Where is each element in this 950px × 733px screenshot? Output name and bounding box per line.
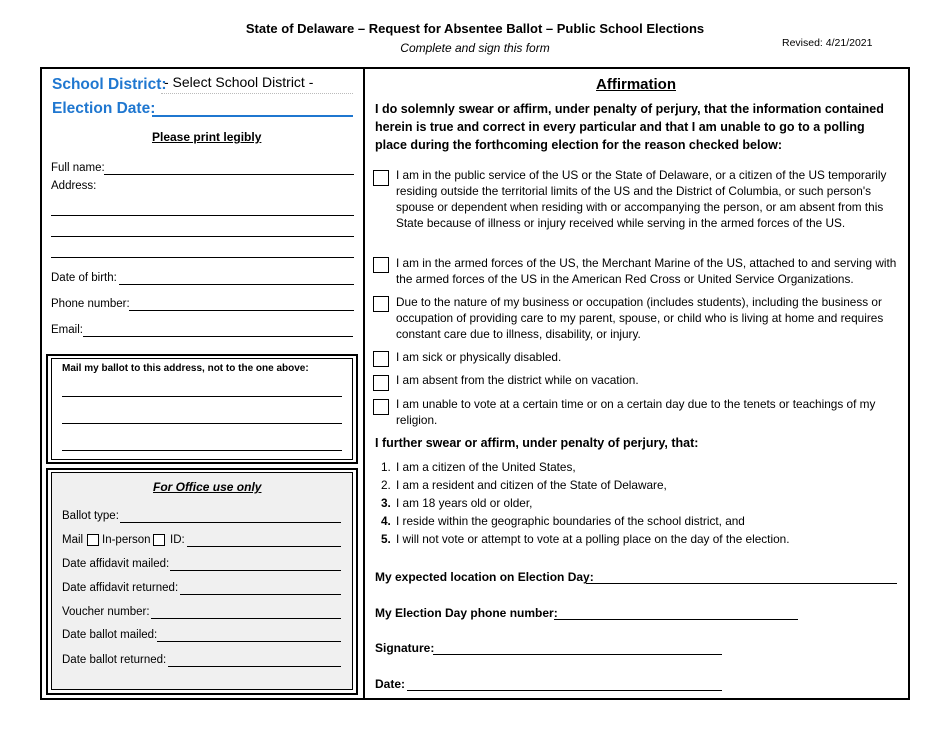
voucher-number-label: Voucher number: bbox=[62, 606, 150, 618]
list-number: 2. bbox=[381, 478, 391, 492]
list-text: I will not vote or attempt to vote at a polling place on the day of the election. bbox=[396, 532, 790, 546]
phone-label: Phone number: bbox=[51, 298, 130, 310]
signature-field[interactable] bbox=[433, 654, 722, 655]
affirmation-statement: I do solemnly swear or affirm, under penalty of perjury, that the information contained herein is true and correct in every particular and that I am unable to go to a polling place during the forthcoming election for the reason checked below: bbox=[375, 102, 884, 152]
phone-field[interactable] bbox=[129, 310, 354, 311]
mail-label: Mail bbox=[62, 534, 84, 546]
further-affirmation: I further swear or affirm, under penalty of perjury, that: bbox=[375, 436, 699, 450]
mail-address-line-2[interactable] bbox=[62, 423, 342, 424]
election-date-field[interactable] bbox=[152, 115, 353, 117]
reason-armed-forces: I am in the armed forces of the US, the Merchant Marine of the US, attached to and serving with the armed forces of the US in the American Red Cross or United Service Organizations. bbox=[396, 256, 897, 286]
full-name-field[interactable] bbox=[104, 174, 354, 175]
full-name-label: Full name: bbox=[51, 162, 105, 174]
reason-checkbox-vacation[interactable] bbox=[373, 375, 389, 391]
election-day-phone-field[interactable] bbox=[554, 619, 798, 620]
affidavit-returned-field[interactable] bbox=[180, 594, 341, 595]
print-legibly-note: Please print legibly bbox=[152, 130, 262, 144]
reason-religion: I am unable to vote at a certain time or on a certain day due to the tenets or teachings of my religion. bbox=[396, 397, 876, 427]
reason-checkbox-religion[interactable] bbox=[373, 399, 389, 415]
list-text: I am 18 years old or older, bbox=[396, 496, 533, 510]
list-item bbox=[381, 532, 789, 546]
reason-sick: I am sick or physically disabled. bbox=[396, 350, 562, 364]
form-title: State of Delaware – Request for Absentee Ballot – Public School Elections bbox=[245, 21, 705, 36]
list-item bbox=[381, 460, 576, 474]
date-field[interactable] bbox=[407, 690, 722, 691]
email-field[interactable] bbox=[83, 336, 353, 337]
address-line-3[interactable] bbox=[51, 257, 354, 258]
list-text: I reside within the geographic boundaries of the school district, and bbox=[396, 514, 745, 528]
id-field[interactable] bbox=[187, 546, 341, 547]
dob-field[interactable] bbox=[119, 284, 354, 285]
election-date-label: Election Date: bbox=[52, 100, 156, 117]
affidavit-mailed-field[interactable] bbox=[170, 570, 341, 571]
reason-public-service: I am in the public service of the US or the State of Delaware, or a citizen of the US temporarily residing outside the territorial limits of the US and the District of Columbia, or such person's spouse or dependent when residing with or accompanying the person, or am absent from this State because of illness or injury received while serving in the armed forces of the US. bbox=[396, 168, 887, 230]
form-subtitle: Complete and sign this form bbox=[400, 41, 550, 55]
ballot-returned-label: Date ballot returned: bbox=[62, 654, 167, 666]
email-label: Email: bbox=[51, 324, 83, 336]
list-number: 1. bbox=[381, 460, 391, 474]
address-line-1[interactable] bbox=[51, 215, 354, 216]
list-number: 3. bbox=[381, 496, 391, 510]
reason-checkbox-sick[interactable] bbox=[373, 351, 389, 367]
ballot-mailed-label: Date ballot mailed: bbox=[62, 629, 158, 641]
in-person-label: In-person bbox=[102, 534, 151, 546]
reason-checkbox-public-service[interactable] bbox=[373, 170, 389, 186]
reason-vacation: I am absent from the district while on vacation. bbox=[396, 373, 639, 387]
ballot-type-label: Ballot type: bbox=[62, 510, 119, 522]
ballot-mailed-field[interactable] bbox=[157, 641, 341, 642]
reason-checkbox-armed-forces[interactable] bbox=[373, 257, 389, 273]
mail-checkbox[interactable] bbox=[87, 534, 99, 546]
office-use-title: For Office use only bbox=[153, 480, 262, 494]
reason-checkbox-business[interactable] bbox=[373, 296, 389, 312]
mail-address-line-3[interactable] bbox=[62, 450, 342, 451]
expected-location-field[interactable] bbox=[586, 583, 897, 584]
affidavit-mailed-label: Date affidavit mailed: bbox=[62, 558, 170, 570]
affidavit-returned-label: Date affidavit returned: bbox=[62, 582, 179, 594]
voucher-number-field[interactable] bbox=[151, 618, 341, 619]
address-line-2[interactable] bbox=[51, 236, 354, 237]
address-label: Address: bbox=[51, 180, 97, 192]
date-label: Date: bbox=[375, 677, 406, 691]
signature-label: Signature: bbox=[375, 641, 435, 655]
id-label: ID: bbox=[170, 534, 185, 546]
ballot-returned-field[interactable] bbox=[168, 666, 341, 667]
list-text: I am a resident and citizen of the State of Delaware, bbox=[396, 478, 667, 492]
list-text: I am a citizen of the United States, bbox=[396, 460, 576, 474]
column-divider bbox=[363, 67, 365, 700]
list-number: 5. bbox=[381, 532, 391, 546]
mail-address-title: Mail my ballot to this address, not to the one above: bbox=[62, 363, 309, 374]
affirmation-title: Affirmation bbox=[596, 76, 676, 93]
mail-address-line-1[interactable] bbox=[62, 396, 342, 397]
dob-label: Date of birth: bbox=[51, 272, 117, 284]
expected-location-label: My expected location on Election Day: bbox=[375, 570, 594, 584]
list-item bbox=[381, 514, 745, 528]
reason-business: Due to the nature of my business or occupation (includes students), including the business or occupation of providing care to my parent, spouse, or child who is living at home and requires constant care due to illness, disability, or injury. bbox=[396, 295, 884, 341]
list-item bbox=[381, 478, 667, 492]
in-person-checkbox[interactable] bbox=[153, 534, 165, 546]
school-district-label: School District: bbox=[52, 76, 167, 93]
school-district-select[interactable]: - Select School District - bbox=[161, 74, 353, 94]
list-item bbox=[381, 496, 532, 510]
ballot-type-field[interactable] bbox=[120, 522, 341, 523]
list-number: 4. bbox=[381, 514, 391, 528]
revised-date: Revised: 4/21/2021 bbox=[782, 37, 873, 49]
election-day-phone-label: My Election Day phone number: bbox=[375, 606, 558, 620]
